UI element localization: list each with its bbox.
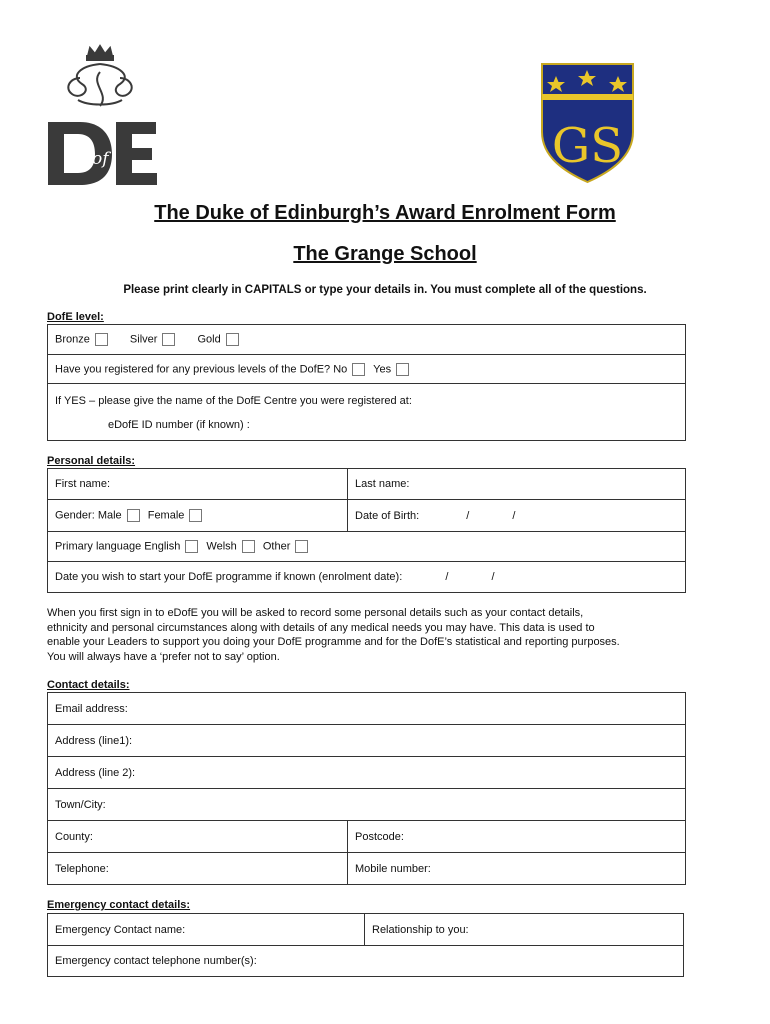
primary-language-label: Primary language — [55, 540, 142, 553]
mobile-field[interactable] — [348, 853, 686, 885]
info-line: You will always have a ‘prefer not to say’ option. — [47, 650, 280, 663]
mobile-label: Mobile number: — [355, 862, 431, 875]
other-checkbox[interactable] — [295, 540, 308, 553]
last-name-label: Last name: — [355, 478, 410, 490]
personal-details-heading: Personal details: — [47, 455, 136, 467]
personal-details-table — [47, 468, 686, 593]
first-name-label: First name: — [55, 478, 111, 490]
address-line1-label: Address (line1): — [55, 734, 133, 747]
school-monogram: GS — [551, 118, 624, 174]
no-label: No — [333, 362, 348, 375]
bronze-label: Bronze — [55, 333, 90, 346]
yes-label: Yes — [373, 362, 392, 375]
telephone-field[interactable] — [48, 853, 348, 885]
dofe-level-heading: DofE level: — [47, 311, 104, 323]
previous-levels-question: Have you registered for any previous levels of the DofE? — [55, 362, 331, 375]
first-name-field[interactable] — [48, 469, 348, 500]
gender-label: Gender: — [55, 509, 95, 522]
info-line: When you first sign in to eDofE you will be asked to record some personal details such as your contact details, — [47, 607, 584, 619]
county-label: County: — [55, 830, 93, 843]
previous-centre-label: If YES – please give the name of the DofE Centre you were registered at: — [55, 395, 412, 407]
county-field[interactable] — [48, 821, 348, 853]
silver-checkbox[interactable] — [162, 333, 175, 346]
last-name-field[interactable] — [348, 469, 686, 500]
other-label: Other — [262, 540, 291, 553]
relationship-field[interactable] — [365, 914, 684, 946]
data-info-paragraph — [47, 606, 727, 664]
form-title: The Duke of Edinburgh’s Award Enrolment Form — [154, 202, 616, 224]
instructions-text: Please print clearly in CAPITALS or type your details in. You must complete all of the questions. — [123, 284, 647, 296]
level-row — [48, 325, 686, 355]
yes-checkbox[interactable] — [396, 363, 409, 376]
welsh-label: Welsh — [206, 540, 237, 553]
start-date-slash: / — [445, 571, 449, 583]
emergency-contact-heading: Emergency contact details: — [47, 899, 191, 911]
telephone-label: Telephone: — [55, 862, 109, 875]
emergency-phone-label: Emergency contact telephone number(s): — [55, 955, 257, 967]
no-checkbox[interactable] — [352, 363, 365, 376]
contact-details-heading: Contact details: — [47, 679, 130, 691]
gold-checkbox[interactable] — [226, 333, 239, 346]
previous-levels-row — [48, 355, 686, 384]
start-date-field[interactable] — [48, 562, 686, 593]
start-date-label: Date you wish to start your DofE programme if known (enrolment date): — [55, 571, 403, 583]
silver-label: Silver — [129, 333, 158, 346]
address-line1-field[interactable] — [48, 725, 686, 757]
town-field[interactable] — [48, 789, 686, 821]
english-label: English — [144, 540, 181, 553]
school-name: The Grange School — [293, 243, 477, 265]
school-crest-logo — [540, 62, 635, 184]
email-label: Email address: — [55, 702, 128, 715]
english-checkbox[interactable] — [185, 540, 198, 553]
postcode-field[interactable] — [348, 821, 686, 853]
male-checkbox[interactable] — [127, 509, 140, 522]
edofe-id-label: eDofE ID number (if known) : — [108, 419, 250, 431]
dob-field[interactable] — [348, 500, 686, 532]
male-label: Male — [97, 509, 122, 522]
contact-details-table — [47, 692, 686, 885]
welsh-checkbox[interactable] — [242, 540, 255, 553]
dofe-logo — [40, 44, 170, 189]
emergency-name-field[interactable] — [48, 914, 365, 946]
dofe-level-table — [47, 324, 686, 441]
previous-centre-row[interactable] — [48, 384, 686, 441]
dob-slash: / — [466, 509, 470, 522]
female-label: Female — [147, 509, 185, 522]
start-date-slash: / — [491, 571, 495, 583]
bronze-checkbox[interactable] — [95, 333, 108, 346]
postcode-label: Postcode: — [355, 830, 404, 843]
emergency-contact-table — [47, 913, 684, 977]
town-label: Town/City: — [55, 798, 106, 811]
dob-label: Date of Birth: — [355, 509, 420, 522]
emergency-phone-field[interactable] — [48, 946, 684, 977]
language-row — [48, 532, 686, 562]
relationship-label: Relationship to you: — [372, 923, 469, 936]
dob-slash: / — [512, 509, 516, 522]
dofe-of-text: of — [92, 149, 109, 169]
gold-label: Gold — [197, 333, 221, 346]
gender-cell — [48, 500, 348, 532]
email-field[interactable] — [48, 693, 686, 725]
info-line: ethnicity and personal circumstances along with details of any medical needs you may have. This data is used to — [47, 621, 595, 634]
address-line2-label: Address (line 2): — [55, 766, 136, 779]
emergency-name-label: Emergency Contact name: — [55, 923, 186, 936]
info-line: enable your Leaders to support you doing your DofE programme and for the DofE’s statistical and reporting purposes. — [47, 636, 620, 648]
female-checkbox[interactable] — [189, 509, 202, 522]
address-line2-field[interactable] — [48, 757, 686, 789]
